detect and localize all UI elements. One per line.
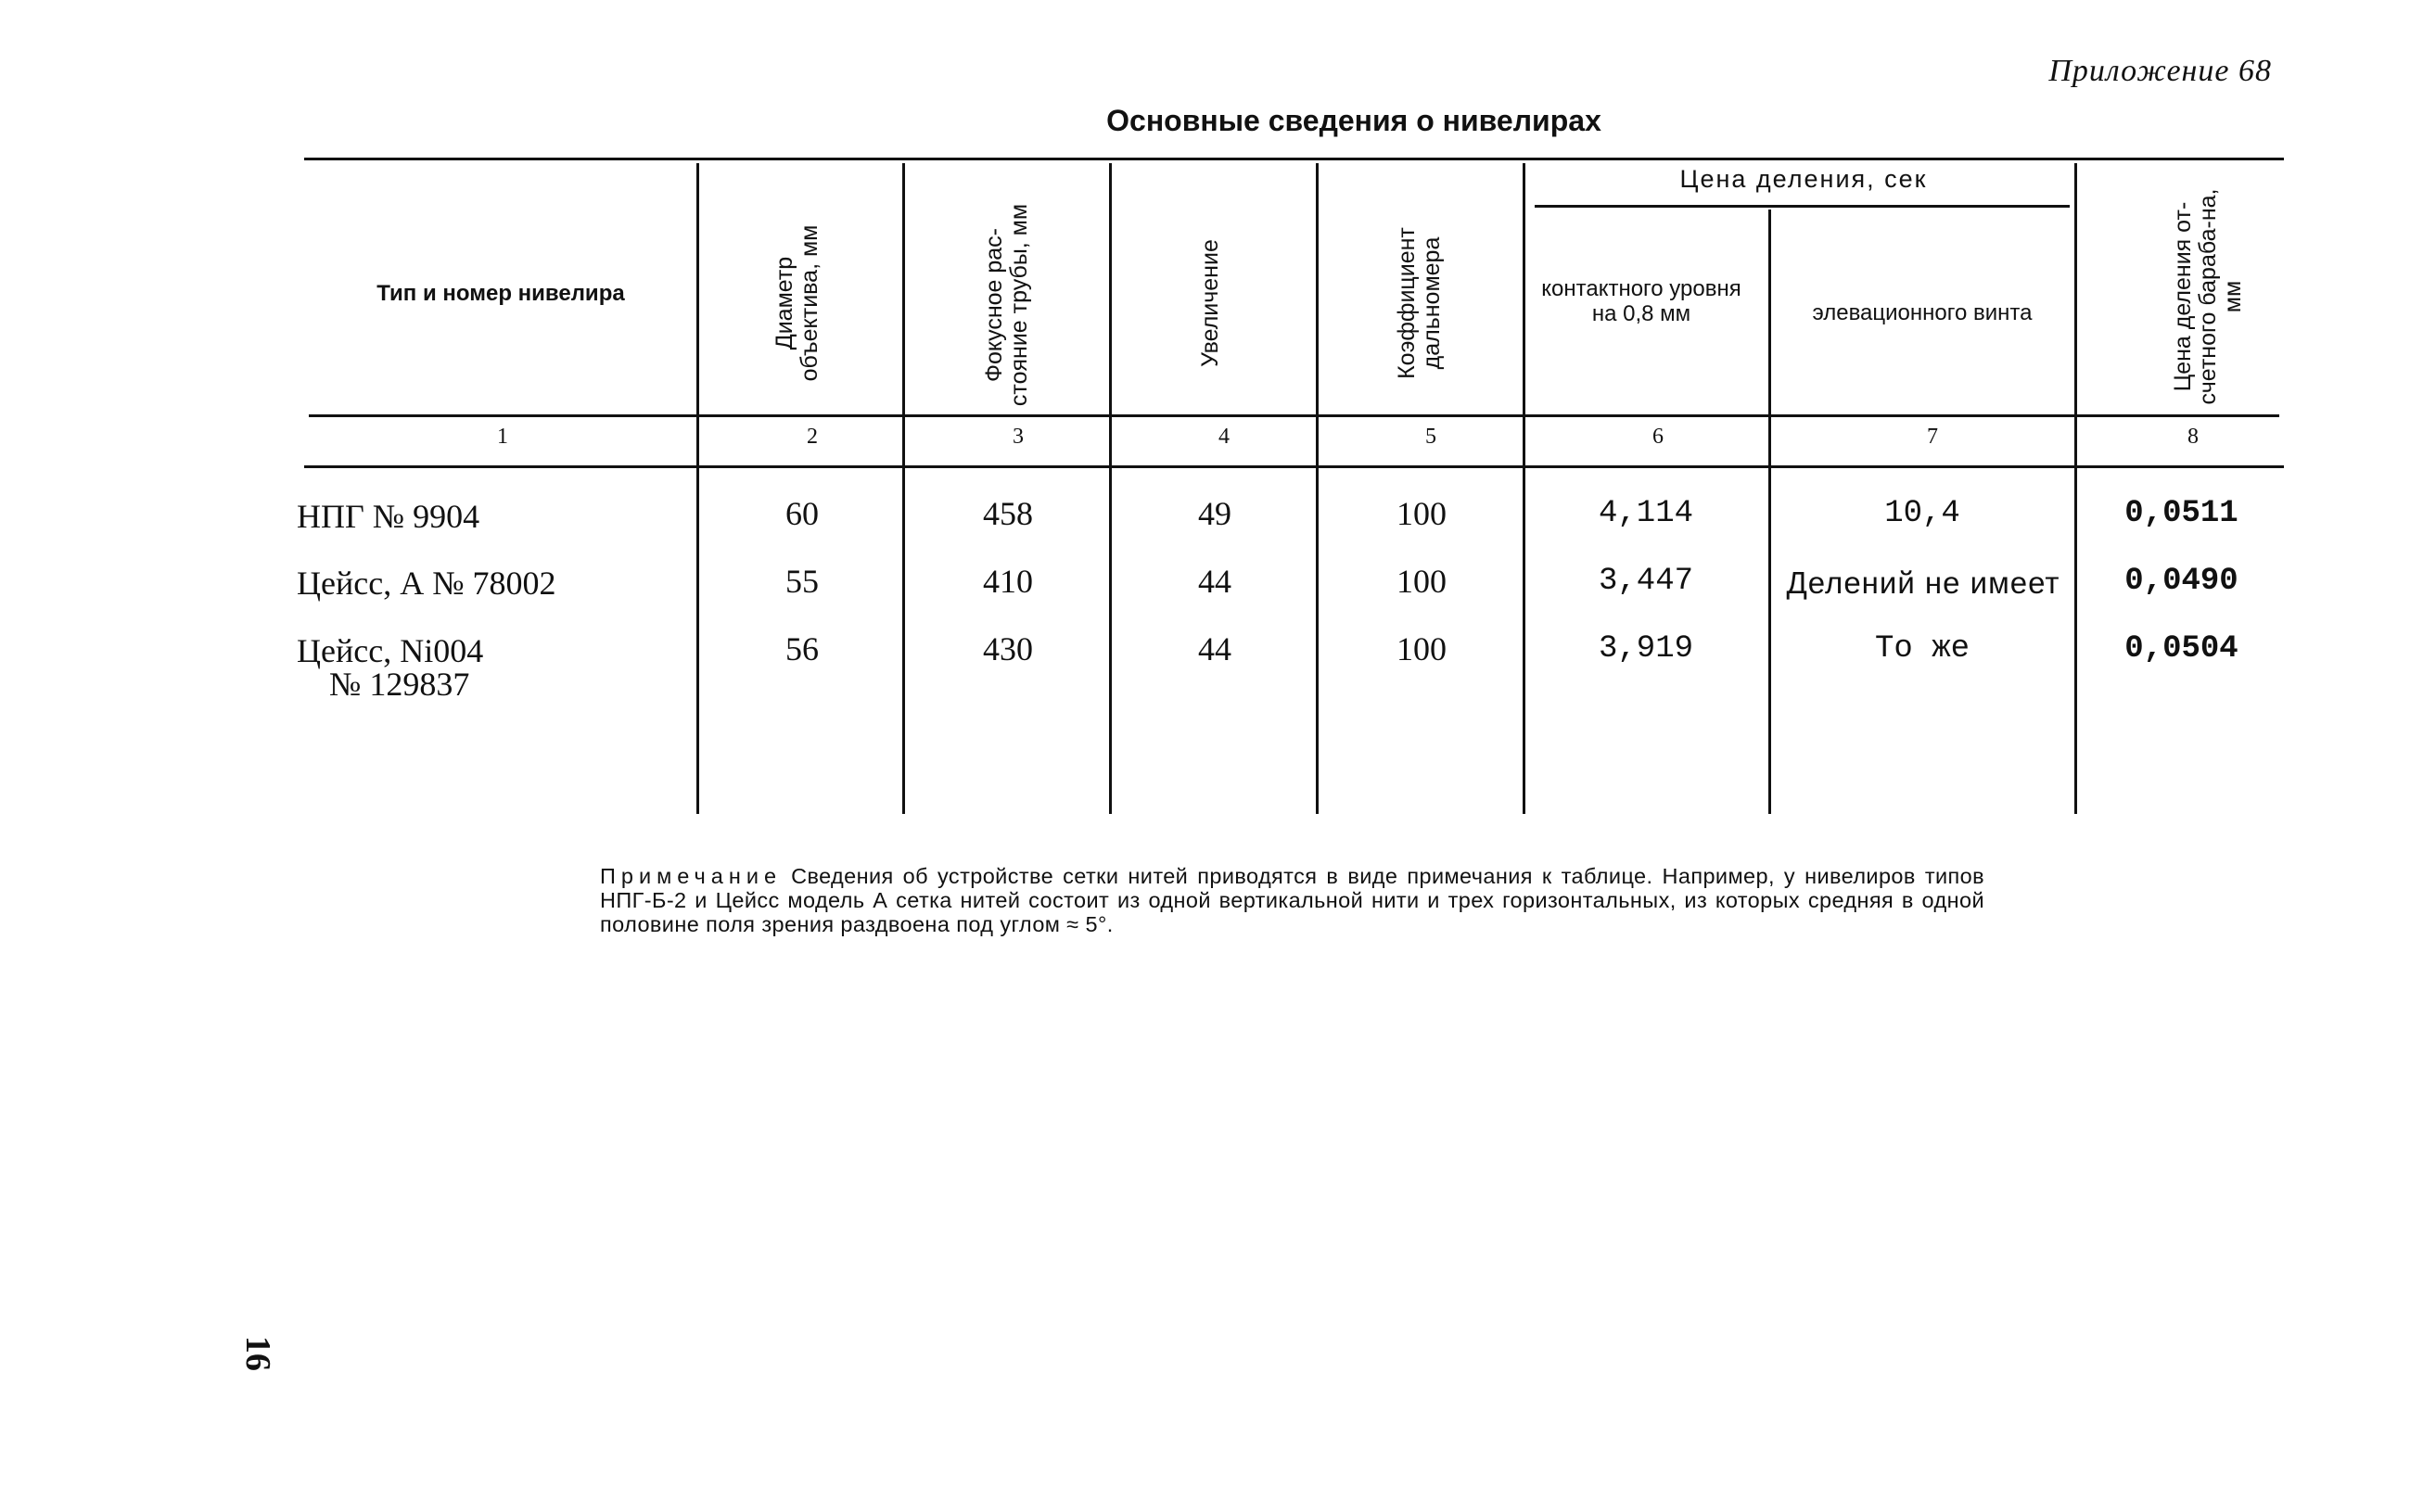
- cell-diameter: 56: [785, 630, 819, 667]
- vline-1: [696, 163, 699, 814]
- colnum-3: 3: [1013, 425, 1024, 449]
- colnum-5: 5: [1425, 425, 1436, 449]
- cell-coef: 100: [1396, 563, 1447, 600]
- colnum-6: 6: [1652, 425, 1664, 449]
- vline-2: [902, 163, 905, 814]
- footnote-label: Примечание: [600, 864, 783, 888]
- cell-magnification: 44: [1198, 630, 1231, 667]
- cell-type-line2: № 129837: [329, 666, 470, 703]
- cell-level: 3,919: [1598, 631, 1694, 667]
- cell-type: НПГ № 9904: [297, 498, 480, 535]
- cell-focal: 410: [983, 563, 1033, 600]
- header-drum: Цена деления от-счетного бараба-на, мм: [2169, 188, 2246, 405]
- page-number: 16: [238, 1336, 277, 1371]
- colnum-1: 1: [497, 425, 508, 449]
- cell-level: 3,447: [1598, 564, 1694, 599]
- vline-6: [1768, 210, 1771, 814]
- header-diameter: Диаметр объектива, мм: [772, 224, 823, 382]
- colnum-2: 2: [807, 425, 818, 449]
- numbers-bottom-rule: [304, 465, 2284, 468]
- cell-screw: 10,4: [1884, 496, 1960, 531]
- cell-drum: 0,0490: [2124, 564, 2238, 599]
- cell-type: Цейсс, Ni004: [297, 632, 484, 669]
- cell-magnification: 49: [1198, 495, 1231, 532]
- cell-level: 4,114: [1598, 496, 1694, 531]
- vline-4: [1316, 163, 1319, 814]
- colnum-7: 7: [1927, 425, 1938, 449]
- header-focal: Фокусное рас-стояние трубы, мм: [981, 203, 1032, 407]
- header-coef: Коэффициент дальномера: [1394, 227, 1445, 379]
- page-title: Основные сведения о нивелирах: [1106, 104, 1601, 137]
- header-group: Цена деления, сек: [1679, 165, 1928, 193]
- vline-7: [2074, 163, 2077, 814]
- header-screw: элевационного винта: [1812, 300, 2033, 325]
- cell-type: Цейсс, А № 78002: [297, 565, 556, 602]
- footnote: [600, 864, 1984, 936]
- cell-focal: 458: [983, 495, 1033, 532]
- cell-drum: 0,0511: [2124, 496, 2238, 531]
- header-magnification: Увеличение: [1196, 239, 1223, 367]
- header-level: контактного уровня на 0,8 мм: [1541, 276, 1741, 326]
- cell-screw: Делений не имеет: [1786, 565, 2060, 600]
- cell-coef: 100: [1396, 495, 1447, 532]
- table-top-rule: [304, 158, 2284, 160]
- header-type: Тип и номер нивелира: [376, 281, 625, 306]
- header-bottom-rule: [309, 414, 2279, 417]
- cell-drum: 0,0504: [2124, 631, 2238, 667]
- cell-diameter: 55: [785, 563, 819, 600]
- vline-5: [1523, 163, 1525, 814]
- appendix-label: Приложение 68: [2048, 54, 2272, 88]
- cell-diameter: 60: [785, 495, 819, 532]
- cell-screw: То же: [1874, 631, 1970, 667]
- cell-magnification: 44: [1198, 563, 1231, 600]
- colnum-4: 4: [1218, 425, 1230, 449]
- footnote-text: Сведения об устройстве сетки нитей приводятся в виде примечания к таблице. Например, у нивелиров типов НПГ-Б-2 и Цейсс модель А сетка нитей состоит из одной вертикальной нити и трех горизонтальных, из которых средняя в одной половине поля зрения раздвоена под углом ≈ 5°.: [600, 864, 1984, 936]
- cell-focal: 430: [983, 630, 1033, 667]
- cell-coef: 100: [1396, 630, 1447, 667]
- colnum-8: 8: [2187, 425, 2199, 449]
- group-header-rule: [1535, 205, 2070, 208]
- vline-3: [1109, 163, 1112, 814]
